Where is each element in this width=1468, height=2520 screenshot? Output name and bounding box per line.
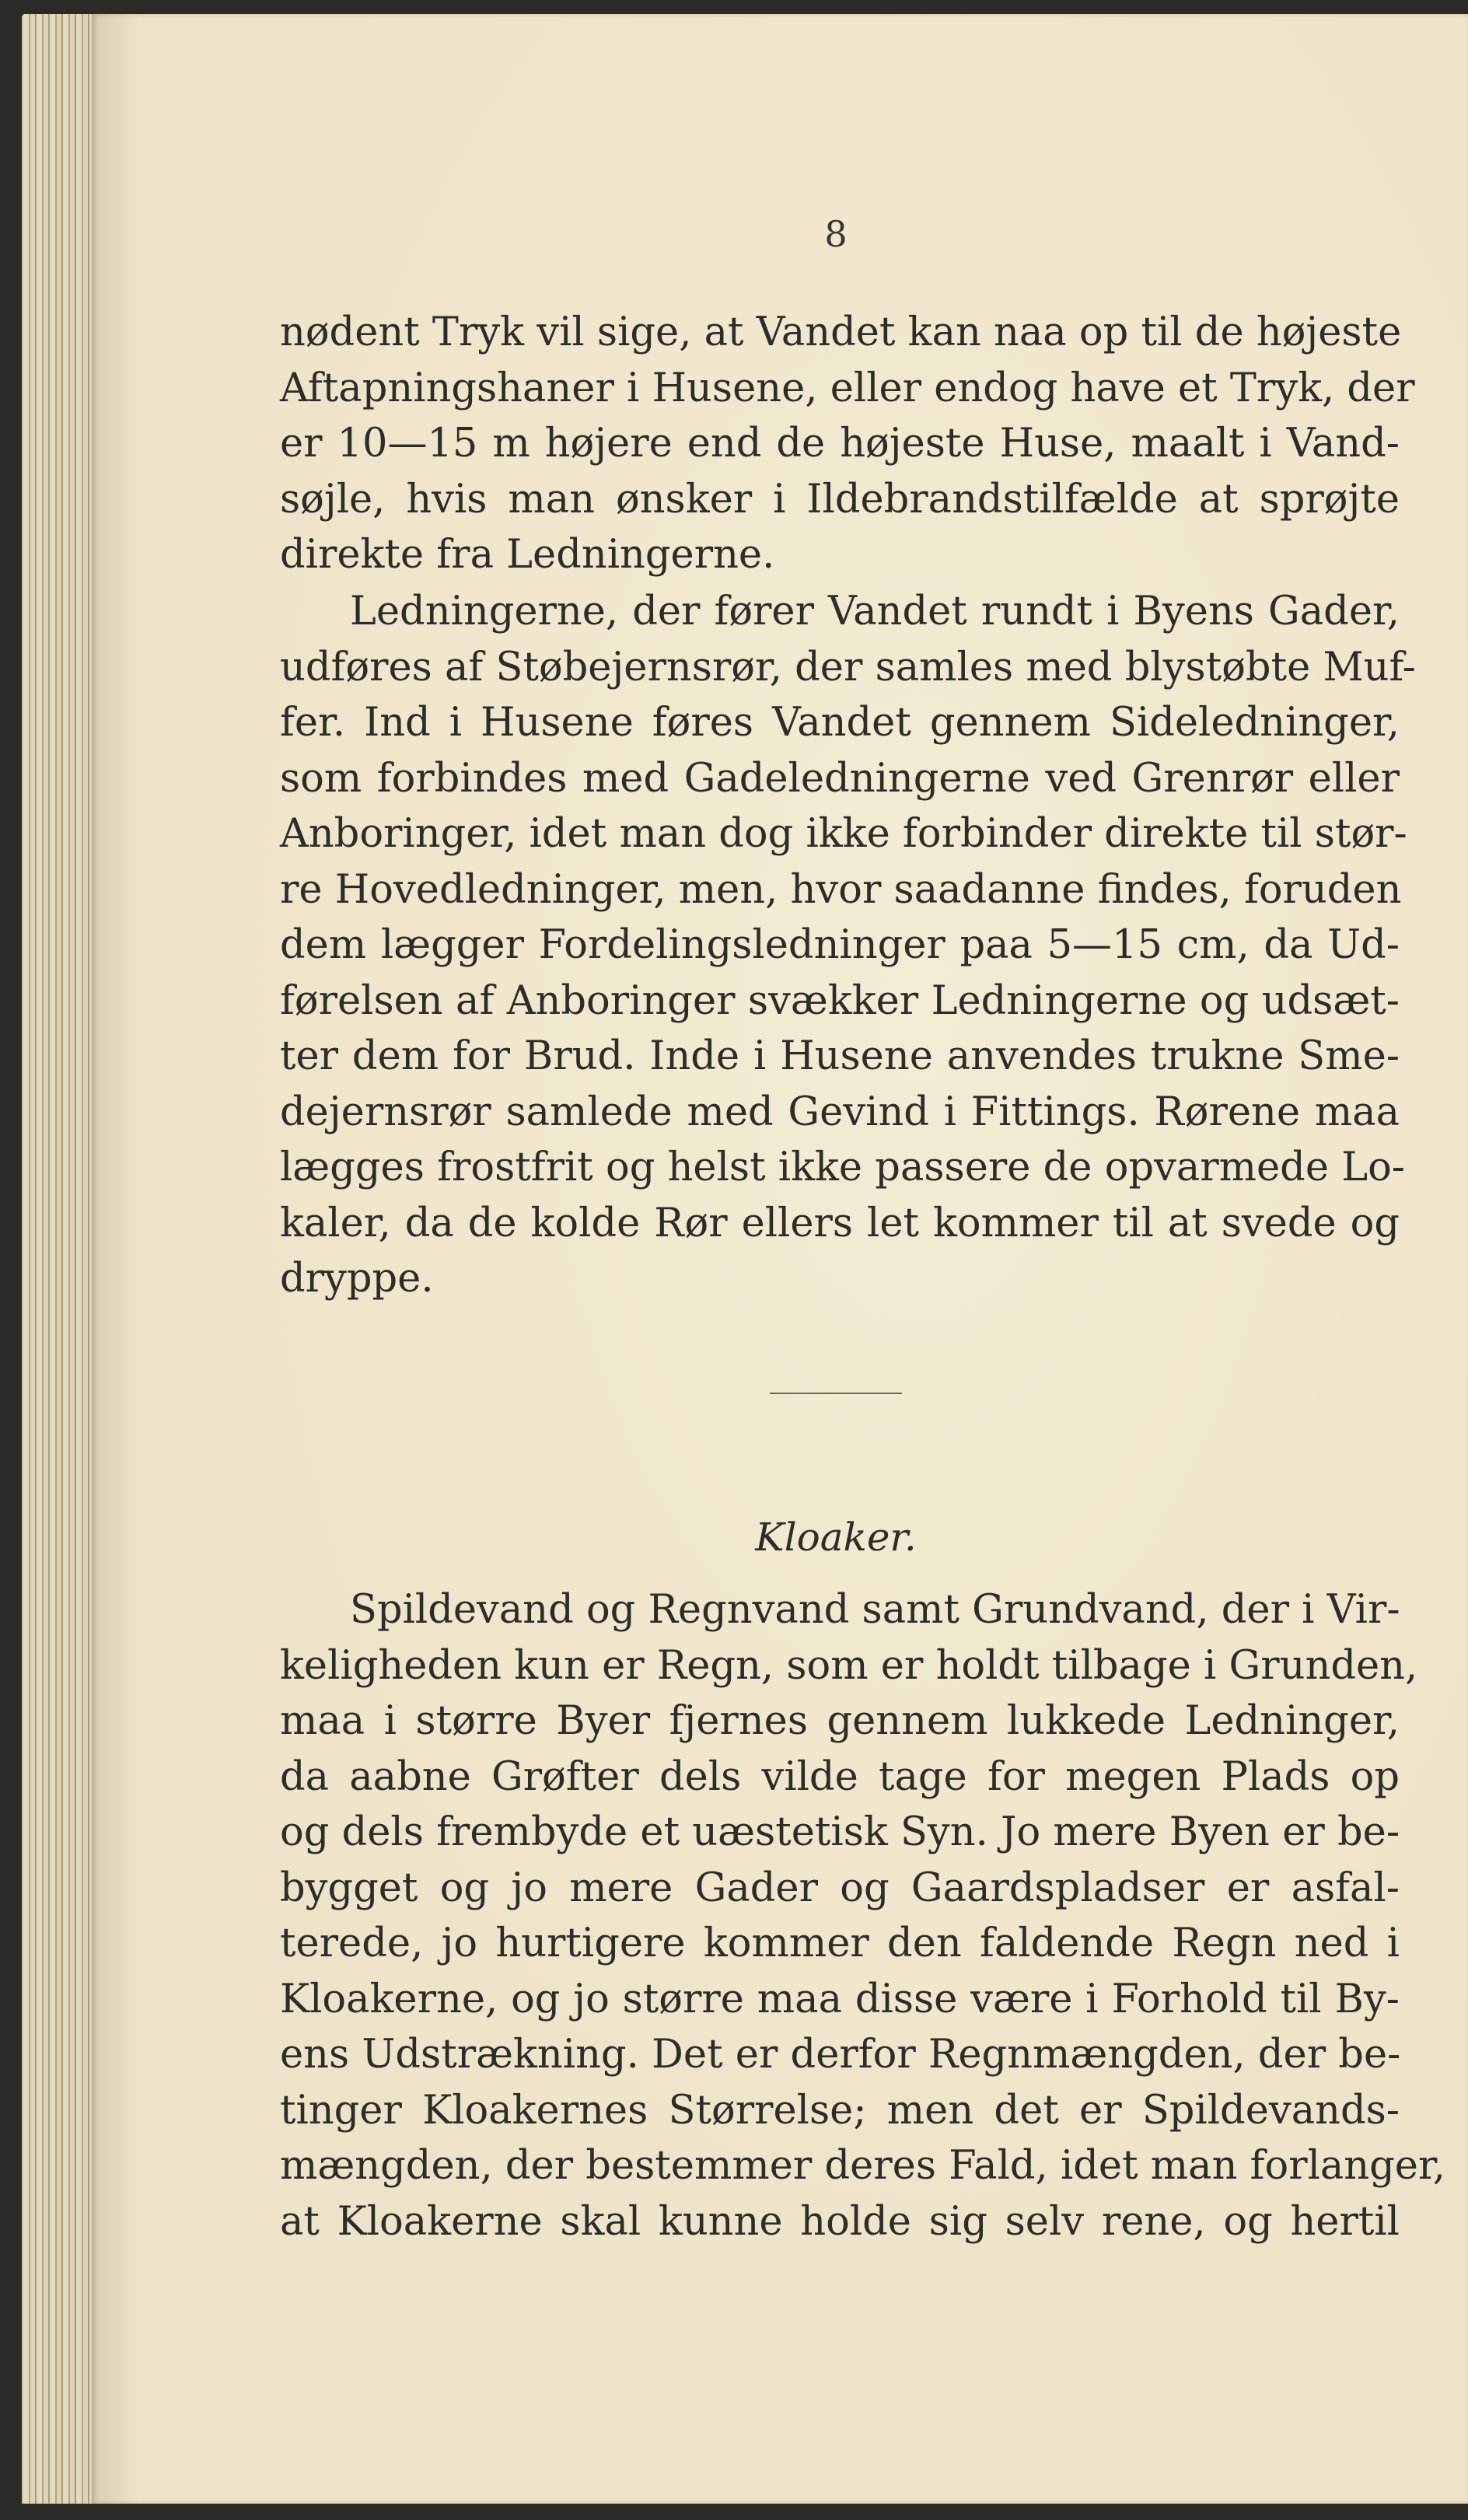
text-line: at Kloakerne skal kunne holde sig selv rene, og hertil bbox=[280, 2198, 1400, 2245]
text-line: Anboringer, idet man dog ikke forbinder direkte til stør- bbox=[280, 811, 1407, 857]
paragraph-2 bbox=[280, 584, 1416, 1307]
text-line: dejernsrør samlede med Gevind i Fittings. Rørene maa bbox=[280, 1089, 1400, 1135]
text-line: mængden, der bestemmer deres Fald, idet man forlanger, bbox=[280, 2143, 1445, 2189]
text-line: keligheden kun er Regn, som er holdt tilbage i Grunden, bbox=[280, 1642, 1418, 1689]
paragraph-3 bbox=[280, 1582, 1445, 2249]
text-line: dem lægger Fordelingsledninger paa 5—15 cm, da Ud- bbox=[280, 922, 1400, 968]
text-line: Ledningerne, der fører Vandet rundt i Byens Gader, bbox=[350, 589, 1400, 634]
text-line: re Hovedledninger, men, hvor saadanne findes, foruden bbox=[280, 866, 1402, 913]
text-line: er 10—15 m højere end de højeste Huse, maalt i Vand- bbox=[280, 421, 1400, 467]
text-line: ens Udstrækning. Det er derfor Regnmængden, der be- bbox=[280, 2032, 1401, 2078]
text-line: søjle, hvis man ønsker i Ildebrandstilfælde at sprøjte bbox=[280, 476, 1400, 523]
text-line: maa i større Byer fjernes gennem lukkede Ledninger, bbox=[280, 1698, 1400, 1744]
text-line: bygget og jo mere Gader og Gaardspladser er asfal- bbox=[280, 1865, 1400, 1911]
text-line: kaler, da de kolde Rør ellers let kommer til at svede og bbox=[280, 1200, 1400, 1246]
text-line: direkte fra Ledningerne. bbox=[280, 532, 775, 578]
paragraph-1 bbox=[280, 305, 1415, 583]
text-line: nødent Tryk vil sige, at Vandet kan naa op til de højeste bbox=[280, 309, 1402, 355]
text-line: terede, jo hurtigere kommer den faldende Regn ned i bbox=[280, 1921, 1400, 1966]
text-line: udføres af Støbejernsrør, der samles med blystøbte Muf- bbox=[280, 644, 1416, 690]
text-line: lægges frostfrit og helst ikke passere de opvarmede Lo- bbox=[280, 1145, 1406, 1190]
text-line: dryppe. bbox=[280, 1256, 434, 1302]
section-divider bbox=[770, 1393, 902, 1394]
text-line: førelsen af Anboringer svækker Ledningerne og udsæt- bbox=[280, 977, 1400, 1024]
text-line: ter dem for Brud. Inde i Husene anvendes trukne Sme- bbox=[280, 1033, 1400, 1079]
text-line: fer. Ind i Husene føres Vandet gennem Sideledninger, bbox=[280, 700, 1400, 746]
text-line: da aabne Grøfter dels vilde tage for megen Plads op bbox=[280, 1753, 1400, 1800]
text-line: og dels frembyde et uæstetisk Syn. Jo mere Byen er be- bbox=[280, 1809, 1400, 1855]
text-line: Spildevand og Regnvand samt Grundvand, der i Vir- bbox=[350, 1587, 1400, 1633]
text-line: tinger Kloakernes Størrelse; men det er Spildevands- bbox=[280, 2087, 1400, 2134]
text-line: som forbindes med Gadeledningerne ved Grenrør eller bbox=[280, 755, 1400, 802]
page-number: 8 bbox=[824, 213, 848, 255]
text-line: Kloakerne, og jo større maa disse være i Forhold til By- bbox=[280, 1976, 1400, 2022]
text-line: Aftapningshaner i Husene, eller endog have et Tryk, der bbox=[280, 365, 1415, 411]
section-heading: Kloaker. bbox=[755, 1515, 917, 1560]
